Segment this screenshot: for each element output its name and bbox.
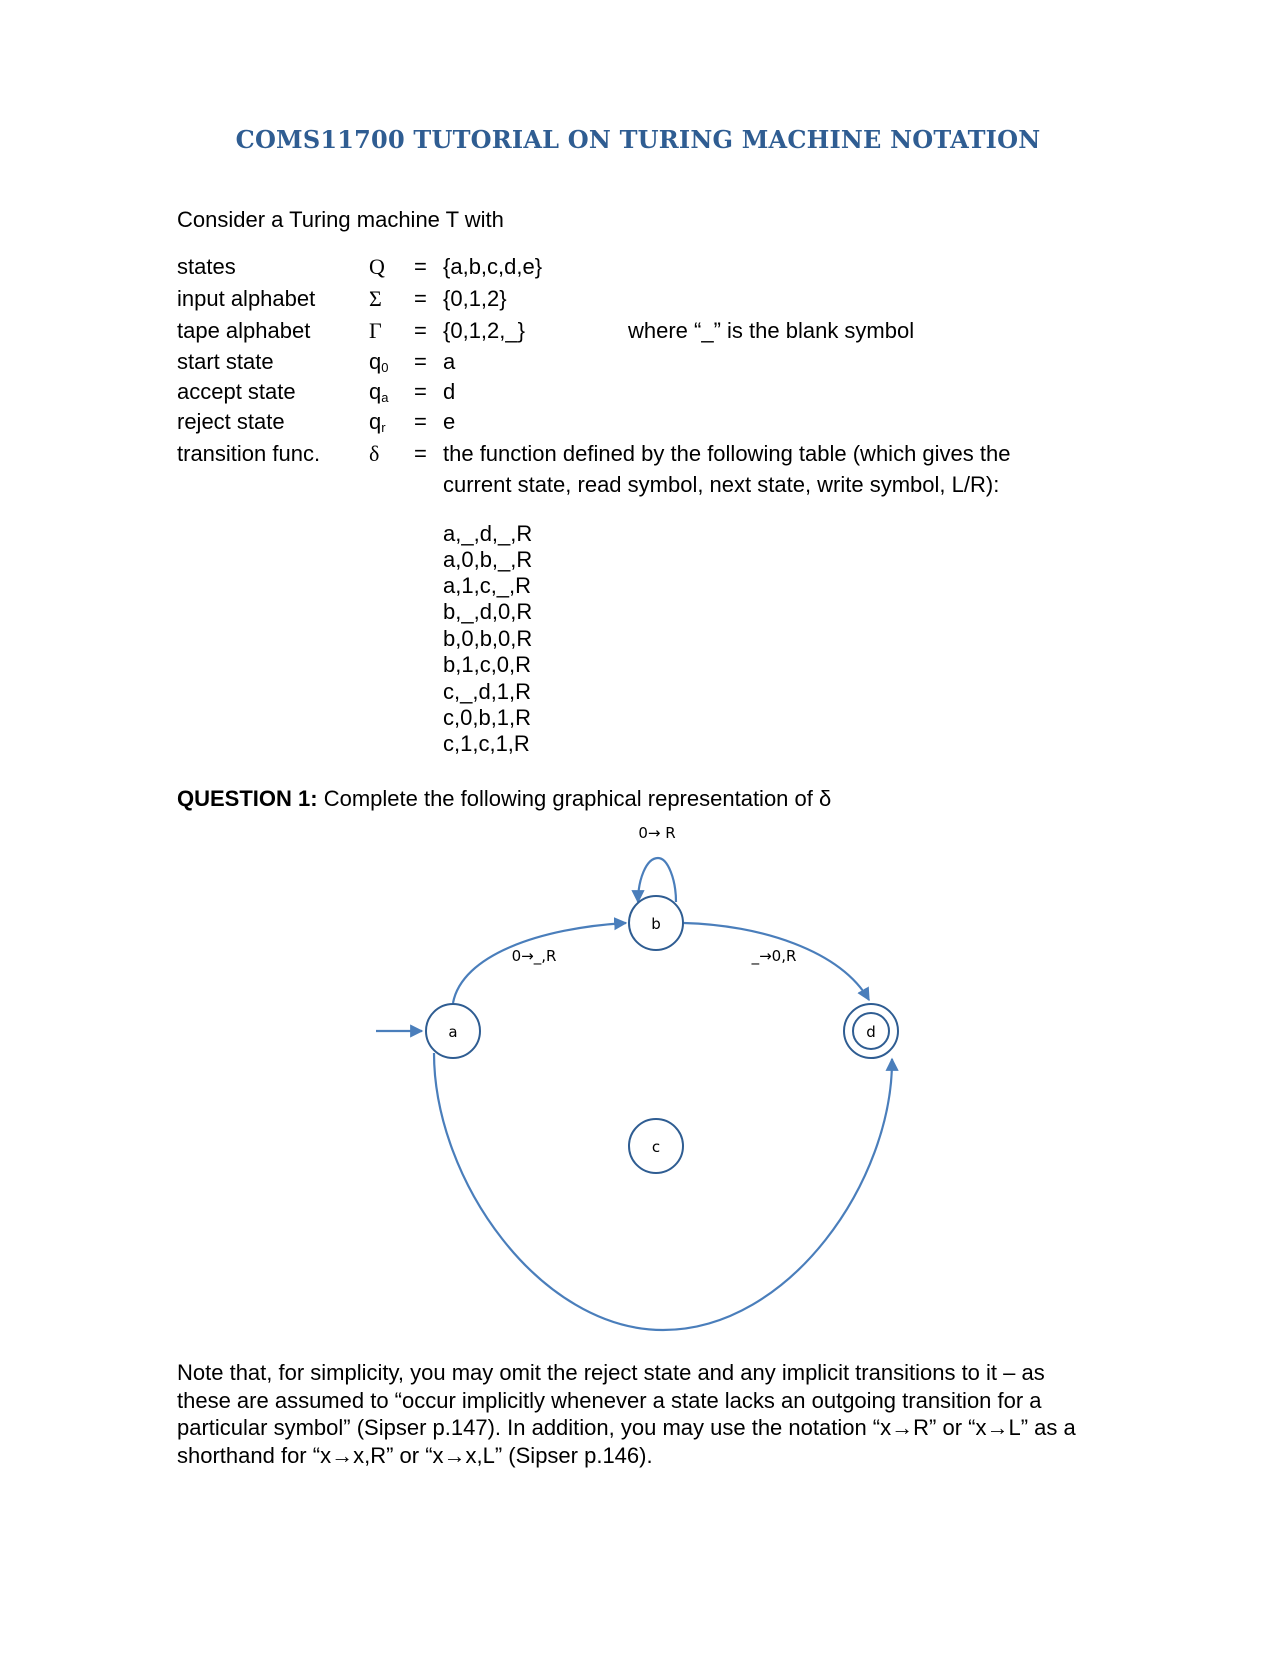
def-value: d bbox=[443, 379, 456, 404]
def-label: states bbox=[177, 254, 236, 279]
transition-row: b,0,b,0,R bbox=[443, 626, 533, 651]
def-value: the function defined by the following table (which gives the bbox=[443, 441, 1011, 466]
def-value: a bbox=[443, 349, 456, 374]
def-equals: = bbox=[414, 286, 427, 311]
transition-row: a,_,d,_,R bbox=[443, 521, 533, 546]
intro-text: Consider a Turing machine T with bbox=[177, 207, 504, 232]
def-value: e bbox=[443, 409, 456, 434]
def-equals: = bbox=[414, 441, 427, 466]
def-equals: = bbox=[414, 318, 427, 343]
def-equals: = bbox=[414, 254, 427, 279]
state-c-label: c bbox=[651, 1138, 661, 1156]
def-label: start state bbox=[177, 349, 274, 374]
transition-row: b,_,d,0,R bbox=[443, 599, 533, 624]
note-paragraph: Note that, for simplicity, you may omit the reject state and any implicit transitions to it – as these are assumed to “occur implicitly whenever a state lacks an outgoing transition for a particular symbol” (Sipser p.147). In addition, you may use the notation “x→R” or “x→L” as a shorthand for “x→x,R” or “x→x,L” (Sipser p.146). bbox=[177, 1360, 1076, 1468]
def-symbol: Σ bbox=[369, 286, 382, 311]
edge-a-to-d-bottom bbox=[434, 1053, 892, 1330]
def-symbol: $q_r$ bbox=[369, 409, 386, 435]
state-b-label: b bbox=[651, 915, 661, 933]
question-1: QUESTION 1: Complete the following graphical representation of δ bbox=[177, 786, 832, 811]
transition-row: c,1,c,1,R bbox=[443, 731, 530, 756]
def-symbol: Γ bbox=[369, 318, 382, 343]
state-d-label: d bbox=[866, 1023, 876, 1041]
transition-row: c,_,d,1,R bbox=[443, 679, 532, 704]
def-equals: = bbox=[414, 409, 427, 434]
def-label: accept state bbox=[177, 379, 296, 404]
def-symbol: $q_0$ bbox=[369, 349, 389, 375]
def-symbol: Q bbox=[369, 254, 385, 279]
transition-row: a,0,b,_,R bbox=[443, 547, 533, 572]
transition-row: a,1,c,_,R bbox=[443, 573, 532, 598]
def-equals: = bbox=[414, 379, 427, 404]
def-label: input alphabet bbox=[177, 286, 316, 311]
def-value: {0,1,2,_} bbox=[443, 318, 525, 343]
blank-symbol-note: where “_” is the blank symbol bbox=[628, 318, 915, 343]
def-value: {0,1,2} bbox=[443, 286, 507, 311]
def-equals: = bbox=[414, 349, 427, 374]
transition-row: b,1,c,0,R bbox=[443, 652, 532, 677]
def-label: transition func. bbox=[177, 441, 321, 466]
def-label: reject state bbox=[177, 409, 285, 434]
transition-row: c,0,b,1,R bbox=[443, 705, 532, 730]
edge-label-a-to-b: 0→_,R bbox=[511, 947, 557, 965]
edge-label-b-loop: 0→ R bbox=[638, 824, 676, 842]
edge-label-b-to-d: _→0,R bbox=[751, 947, 797, 965]
def-label: tape alphabet bbox=[177, 318, 311, 343]
page-title: COMS11700 TUTORIAL ON TURING MACHINE NOTATION bbox=[235, 125, 1041, 154]
state-a-label: a bbox=[448, 1023, 458, 1041]
def-symbol: $q_a$ bbox=[369, 379, 389, 405]
def-value: {a,b,c,d,e} bbox=[443, 254, 543, 279]
def-symbol: δ bbox=[369, 441, 380, 466]
def-value-cont: current state, read symbol, next state, write symbol, L/R): bbox=[443, 472, 1000, 497]
